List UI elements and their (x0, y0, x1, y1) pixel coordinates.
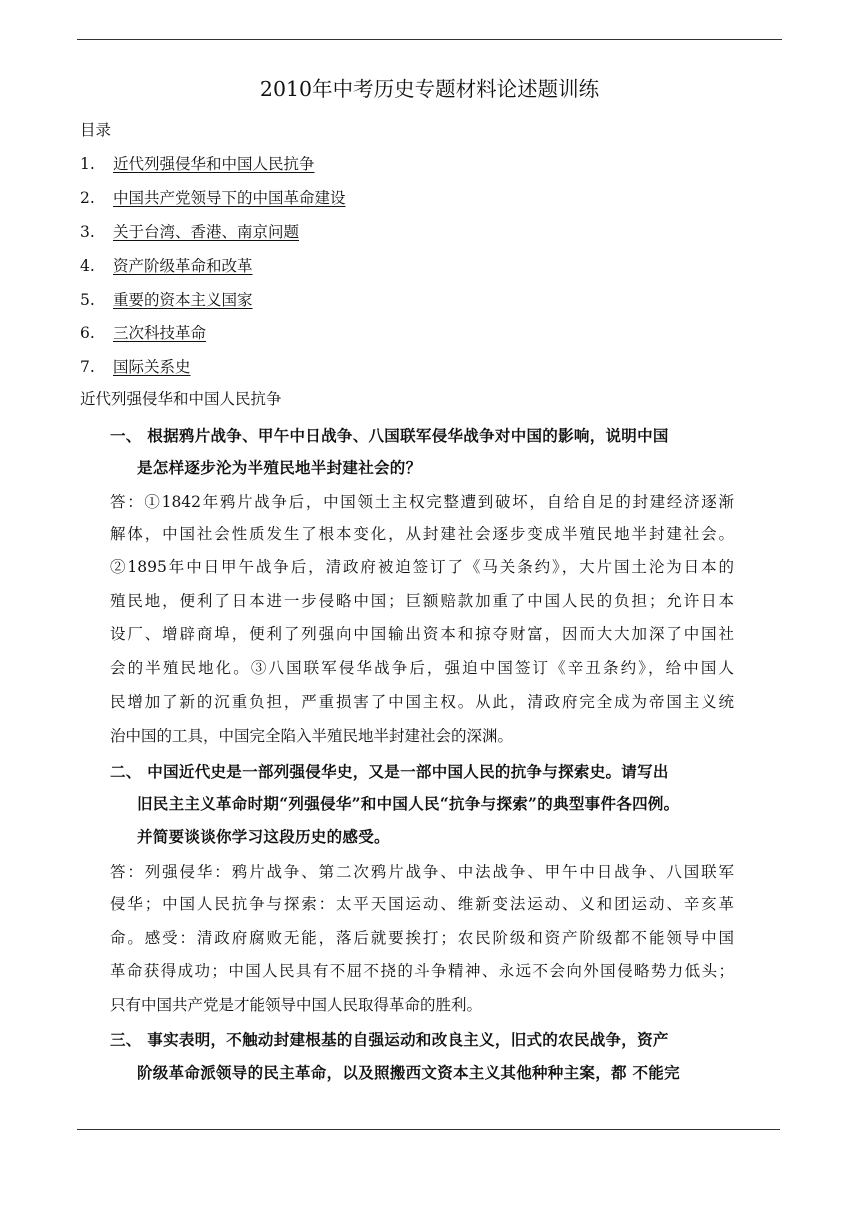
answer-2-line: 命。感受：清政府腐败无能，落后就要挨打；农民阶级和资产阶级都不能领导中国 (110, 929, 734, 947)
footer-rule (77, 1129, 780, 1130)
question-3-line: 三、 事实表明，不触动封建根基的自强运动和改良主义，旧式的农民战争，资产 (110, 1030, 669, 1049)
answer-1-line: 民增加了新的沉重负担，严重损害了中国主权。从此，清政府完全成为帝国主义统 (110, 693, 734, 711)
answer-2-line: 革命获得成功；中国人民具有不屈不挠的斗争精神、永远不会向外国侵略势力低头； (110, 962, 734, 980)
answer-1-line: 答：①1842年鸦片战争后，中国领土主权完整遭到破坏，自给自足的封建经济逐渐 (110, 493, 734, 511)
toc-link-5[interactable]: 重要的资本主义国家 (113, 291, 253, 309)
toc-heading: 目录 (80, 121, 112, 139)
answer-1-line: 设厂、增辟商埠，便利了列强向中国输出资本和掠夺财富，因而大大加深了中国社 (110, 625, 734, 643)
question-2-line: 旧民主主义革命时期“列强侵华”和中国人民“抗争与探索”的典型事件各四例。 (137, 794, 680, 813)
answer-1-line: 殖民地，便利了日本进一步侵略中国；巨额赔款加重了中国人民的负担；允许日本 (110, 592, 734, 610)
toc-link-4[interactable]: 资产阶级革命和改革 (113, 257, 253, 275)
toc-link-3[interactable]: 关于台湾、香港、南京问题 (113, 223, 300, 241)
answer-2-line: 侵华；中国人民抗争与探索：太平天国运动、维新变法运动、义和团运动、辛亥革 (110, 895, 734, 913)
toc-link-1[interactable]: 近代列强侵华和中国人民抗争 (113, 155, 315, 173)
answer-2-line: 答：列强侵华：鸦片战争、第二次鸦片战争、中法战争、甲午中日战争、八国联军 (110, 863, 734, 881)
toc-item-number: 3. (80, 223, 95, 241)
toc-item-number: 6. (80, 324, 95, 342)
toc-link-2[interactable]: 中国共产党领导下的中国革命建设 (113, 189, 346, 207)
answer-1-line: 治中国的工具，中国完全陷入半殖民地半封建社会的深渊。 (110, 727, 514, 745)
toc-item-number: 1. (80, 155, 95, 173)
section-title: 近代列强侵华和中国人民抗争 (80, 390, 282, 408)
answer-1-line: ②1895年中日甲午战争后，清政府被迫签订了《马关条约》，大片国土沦为日本的 (110, 558, 734, 576)
toc-link-6[interactable]: 三次科技革命 (113, 324, 207, 342)
question-1-line: 一、 根据鸦片战争、甲午中日战争、八国联军侵华战争对中国的影响，说明中国 (110, 426, 669, 445)
answer-1-line: 会的半殖民地化。③八国联军侵华战争后，强迫中国签订《辛丑条约》，给中国人 (110, 659, 734, 677)
toc-item-number: 7. (80, 358, 95, 376)
header-rule (77, 39, 782, 40)
document-title: 2010年中考历史专题材料论述题训练 (259, 77, 600, 101)
answer-1-line: 解体，中国社会性质发生了根本变化，从封建社会逐步变成半殖民地半封建社会。 (110, 525, 734, 543)
question-2-line: 二、 中国近代史是一部列强侵华史，又是一部中国人民的抗争与探索史。请写出 (110, 762, 669, 781)
question-3-line: 阶级革命派领导的民主革命，以及照搬西文资本主义其他种种主案，都 不能完 (137, 1063, 680, 1082)
toc-item-number: 5. (80, 291, 95, 309)
question-1-line: 是怎样逐步沦为半殖民地半封建社会的？ (137, 458, 422, 477)
answer-2-line: 只有中国共产党是才能领导中国人民取得革命的胜利。 (110, 996, 483, 1014)
toc-link-7[interactable]: 国际关系史 (113, 358, 191, 376)
toc-item-number: 2. (80, 189, 95, 207)
question-2-line: 并简要谈谈你学习这段历史的感受。 (137, 827, 390, 846)
toc-item-number: 4. (80, 257, 95, 275)
